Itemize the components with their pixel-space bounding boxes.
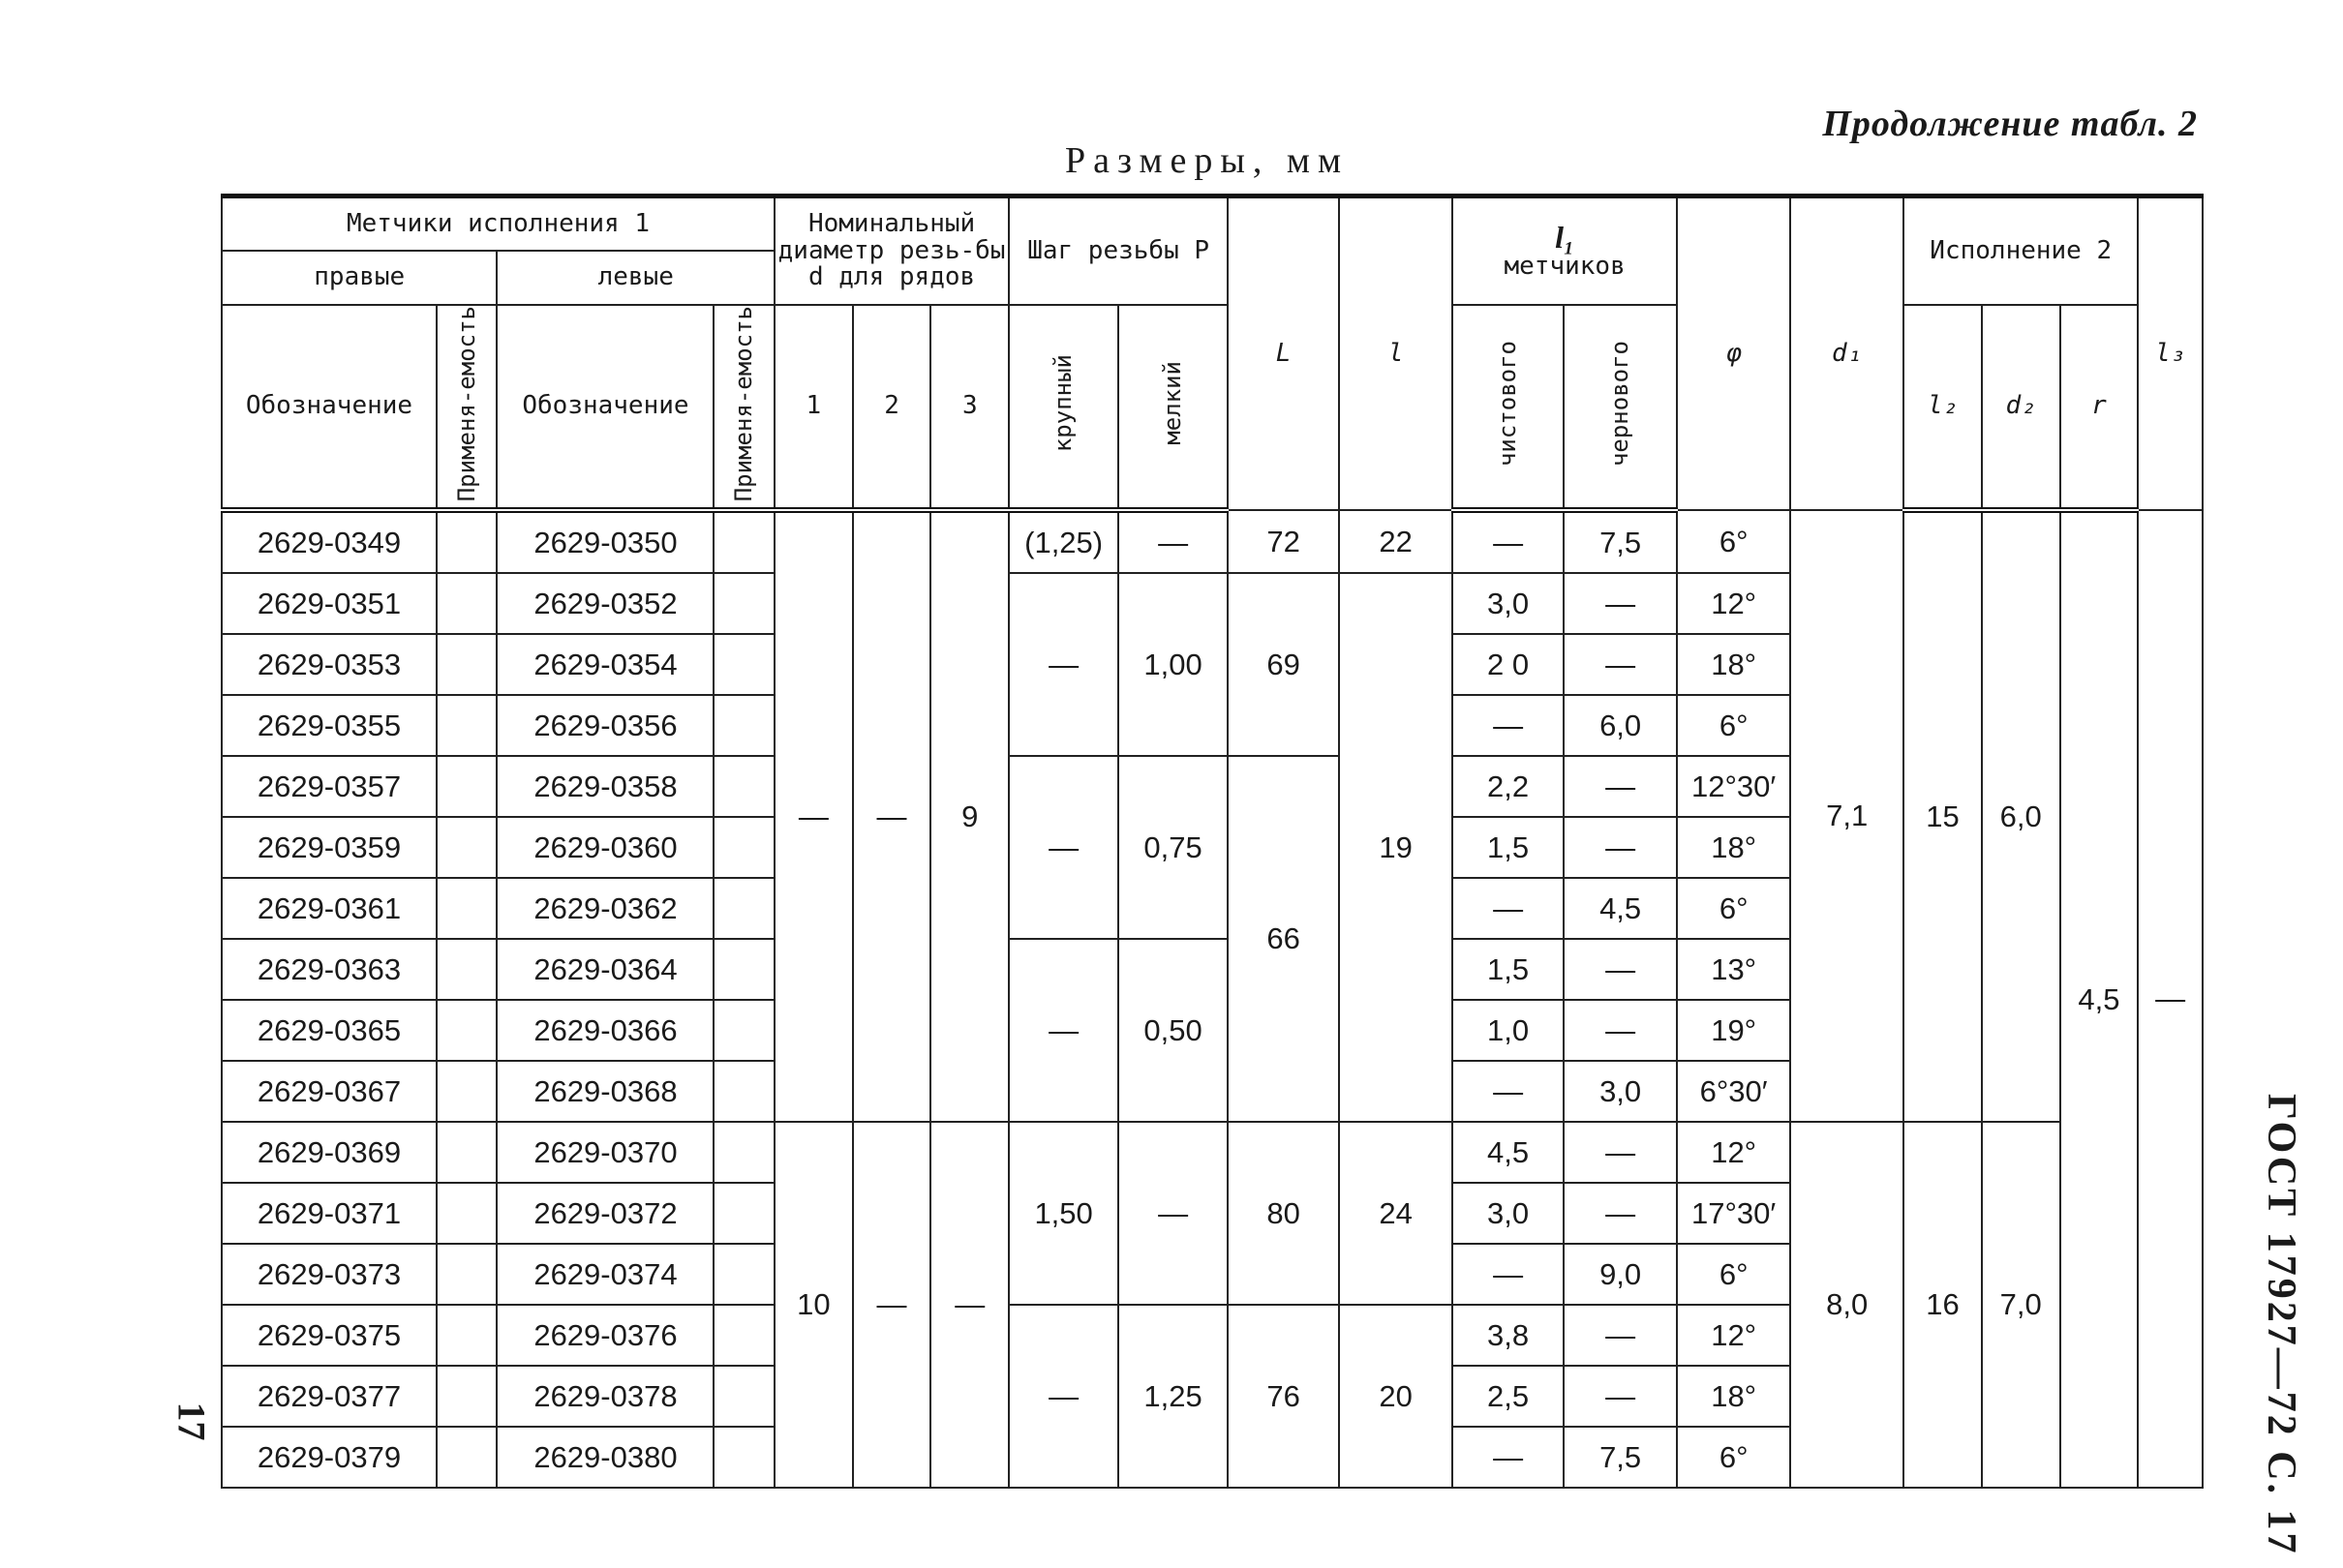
l1-finishing: — [1452,1244,1564,1305]
l1-roughing: — [1564,1183,1677,1244]
applicability-cell [437,573,498,634]
phi: 18° [1677,817,1790,878]
applicability-cell [714,695,775,756]
L-5: 76 [1228,1305,1339,1488]
coarse-4: — [1009,939,1118,1122]
gost-side-text: ГОСТ 17927—72 С. 17 [2259,1094,2303,1556]
applicability-cell [437,510,498,573]
code-left: 2629-0356 [497,695,714,756]
code-right: 2629-0355 [222,695,437,756]
header-l3: l₃ [2138,196,2203,511]
header-row2: 2 [853,305,931,511]
applicability-cell [714,510,775,573]
header-l2: l₂ [1903,305,1982,511]
applicability-cell [437,1000,498,1061]
d-row1-a: — [775,510,853,1122]
header-l1 [1452,196,1677,305]
applicability-cell [714,1122,775,1183]
applicability-cell [714,817,775,878]
applicability-cell [437,756,498,817]
d-row1-b: 10 [775,1122,853,1488]
coarse-3: — [1009,756,1118,939]
l1-finishing: 3,0 [1452,1183,1564,1244]
l1-roughing: 7,5 [1564,510,1677,573]
applicability-cell [714,756,775,817]
d2-a: 6,0 [1982,510,2060,1122]
fine-4: 0,50 [1118,939,1228,1122]
code-left: 2629-0354 [497,634,714,695]
header-pitch: Шаг резьбы P [1009,196,1228,305]
applicability-cell [714,1366,775,1427]
d1-a: 7,1 [1790,510,1903,1122]
code-left: 2629-0370 [497,1122,714,1183]
l1-roughing: — [1564,817,1677,878]
l1-finishing: 2,5 [1452,1366,1564,1427]
header-l: l [1339,196,1452,511]
code-right: 2629-0359 [222,817,437,878]
phi: 12° [1677,1122,1790,1183]
finishing-text: чистового [1494,340,1522,467]
applicability-left-text: Применя-емость [730,305,758,501]
coarse-text: крупный [1050,354,1078,453]
phi: 18° [1677,634,1790,695]
header-designation-left: Обозначение [497,305,714,511]
code-right: 2629-0379 [222,1427,437,1488]
header-left: левые [497,251,775,305]
applicability-cell [437,878,498,939]
coarse-1: (1,25) [1009,510,1118,573]
header-d2: d₂ [1982,305,2060,511]
code-right: 2629-0363 [222,939,437,1000]
phi: 6°30′ [1677,1061,1790,1122]
code-left: 2629-0366 [497,1000,714,1061]
l1-roughing: 7,5 [1564,1427,1677,1488]
applicability-cell [714,1427,775,1488]
code-left: 2629-0350 [497,510,714,573]
applicability-cell [714,573,775,634]
header-finishing [1452,305,1564,511]
phi: 12° [1677,573,1790,634]
l1-finishing: 1,5 [1452,817,1564,878]
L-4: 80 [1228,1122,1339,1305]
coarse-5: 1,50 [1009,1122,1118,1305]
applicability-cell [437,1061,498,1122]
l1-finishing: — [1452,695,1564,756]
applicability-cell [437,1122,498,1183]
applicability-cell [714,1244,775,1305]
header-designation-right: Обозначение [222,305,437,511]
d1-b: 8,0 [1790,1122,1903,1488]
header-applicability-left [714,305,775,511]
L-1: 72 [1228,510,1339,573]
header-version2: Исполнение 2 [1903,196,2138,305]
code-right: 2629-0373 [222,1244,437,1305]
applicability-cell [437,817,498,878]
applicability-cell [714,939,775,1000]
header-coarse [1009,305,1118,511]
applicability-cell [714,1061,775,1122]
d-row3-a: 9 [930,510,1009,1122]
phi: 17°30′ [1677,1183,1790,1244]
units-caption: Размеры, мм [1065,140,1350,181]
l3-value: — [2138,510,2203,1488]
code-right: 2629-0377 [222,1366,437,1427]
header-phi: φ [1677,196,1790,511]
r-value: 4,5 [2060,510,2139,1488]
code-right: 2629-0357 [222,756,437,817]
header-nominal-diameter: Номинальный диаметр резь-бы d для рядов [775,196,1009,305]
l1-roughing: — [1564,939,1677,1000]
l1-roughing: — [1564,1366,1677,1427]
applicability-cell [437,634,498,695]
applicability-cell [437,1244,498,1305]
applicability-cell [437,695,498,756]
phi: 6° [1677,510,1790,573]
header-l1-sub: метчиков [1504,252,1626,282]
phi: 12° [1677,1305,1790,1366]
applicability-right-text: Применя-емость [452,305,480,501]
phi: 19° [1677,1000,1790,1061]
code-right: 2629-0353 [222,634,437,695]
table-row [222,510,2203,573]
header-row3: 3 [930,305,1009,511]
l-2: 19 [1339,573,1452,1122]
l1-roughing: 9,0 [1564,1244,1677,1305]
applicability-cell [437,1305,498,1366]
l1-roughing: — [1564,1000,1677,1061]
l1-roughing: 6,0 [1564,695,1677,756]
l1-finishing: — [1452,878,1564,939]
applicability-cell [437,939,498,1000]
phi: 6° [1677,878,1790,939]
code-right: 2629-0367 [222,1061,437,1122]
header-L: L [1228,196,1339,511]
roughing-text: чернового [1606,340,1634,467]
coarse-2: — [1009,573,1118,756]
l2-a: 15 [1903,510,1982,1122]
d2-b: 7,0 [1982,1122,2060,1488]
code-left: 2629-0376 [497,1305,714,1366]
phi: 6° [1677,1244,1790,1305]
code-right: 2629-0369 [222,1122,437,1183]
L-2: 69 [1228,573,1339,756]
applicability-cell [437,1183,498,1244]
header-right: правые [222,251,497,305]
l1-roughing: 3,0 [1564,1061,1677,1122]
phi: 12°30′ [1677,756,1790,817]
code-right: 2629-0349 [222,510,437,573]
applicability-cell [714,1305,775,1366]
fine-2: 1,00 [1118,573,1228,756]
l1-finishing: 1,0 [1452,1000,1564,1061]
header-d1: d₁ [1790,196,1903,511]
code-right: 2629-0361 [222,878,437,939]
fine-6: 1,25 [1118,1305,1228,1488]
phi: 13° [1677,939,1790,1000]
d-row3-b: — [930,1122,1009,1488]
l1-roughing: — [1564,573,1677,634]
header-roughing [1564,305,1677,511]
header-fine [1118,305,1228,511]
code-left: 2629-0358 [497,756,714,817]
applicability-cell [437,1366,498,1427]
l1-finishing: 1,5 [1452,939,1564,1000]
phi: 6° [1677,695,1790,756]
d-row2-a: — [853,510,931,1122]
header-taps-version1: Метчики исполнения 1 [222,196,775,251]
l1-finishing: — [1452,1061,1564,1122]
taps-table [221,194,2204,1489]
table-row [222,1122,2203,1183]
applicability-cell [437,1427,498,1488]
code-left: 2629-0362 [497,878,714,939]
code-left: 2629-0364 [497,939,714,1000]
l1-roughing: — [1564,1305,1677,1366]
l1-finishing: — [1452,510,1564,573]
l-1: 22 [1339,510,1452,573]
fine-1: — [1118,510,1228,573]
header-applicability-right [437,305,498,511]
code-left: 2629-0352 [497,573,714,634]
fine-text: мелкий [1159,361,1186,445]
page-number: 17 [169,1402,214,1441]
l1-roughing: 4,5 [1564,878,1677,939]
code-left: 2629-0378 [497,1366,714,1427]
applicability-cell [714,634,775,695]
code-left: 2629-0372 [497,1183,714,1244]
l1-roughing: — [1564,634,1677,695]
table-continuation-label: Продолжение табл. 2 [1822,104,2198,144]
header-l1-symbol: l₁ [1555,219,1575,255]
applicability-cell [714,878,775,939]
L-3: 66 [1228,756,1339,1122]
code-left: 2629-0374 [497,1244,714,1305]
fine-5: — [1118,1122,1228,1305]
l2-b: 16 [1903,1122,1982,1488]
l1-finishing: — [1452,1427,1564,1488]
l-3: 24 [1339,1122,1452,1305]
phi: 6° [1677,1427,1790,1488]
code-right: 2629-0375 [222,1305,437,1366]
fine-3: 0,75 [1118,756,1228,939]
code-right: 2629-0371 [222,1183,437,1244]
code-right: 2629-0365 [222,1000,437,1061]
header-r: r [2060,305,2139,511]
l1-roughing: — [1564,1122,1677,1183]
d-row2-b: — [853,1122,931,1488]
l-4: 20 [1339,1305,1452,1488]
header-row1: 1 [775,305,853,511]
l1-roughing: — [1564,756,1677,817]
l1-finishing: 2,2 [1452,756,1564,817]
code-left: 2629-0360 [497,817,714,878]
code-left: 2629-0380 [497,1427,714,1488]
coarse-6: — [1009,1305,1118,1488]
l1-finishing: 3,8 [1452,1305,1564,1366]
code-left: 2629-0368 [497,1061,714,1122]
l1-finishing: 3,0 [1452,573,1564,634]
applicability-cell [714,1000,775,1061]
applicability-cell [714,1183,775,1244]
phi: 18° [1677,1366,1790,1427]
l1-finishing: 2 0 [1452,634,1564,695]
code-right: 2629-0351 [222,573,437,634]
l1-finishing: 4,5 [1452,1122,1564,1183]
